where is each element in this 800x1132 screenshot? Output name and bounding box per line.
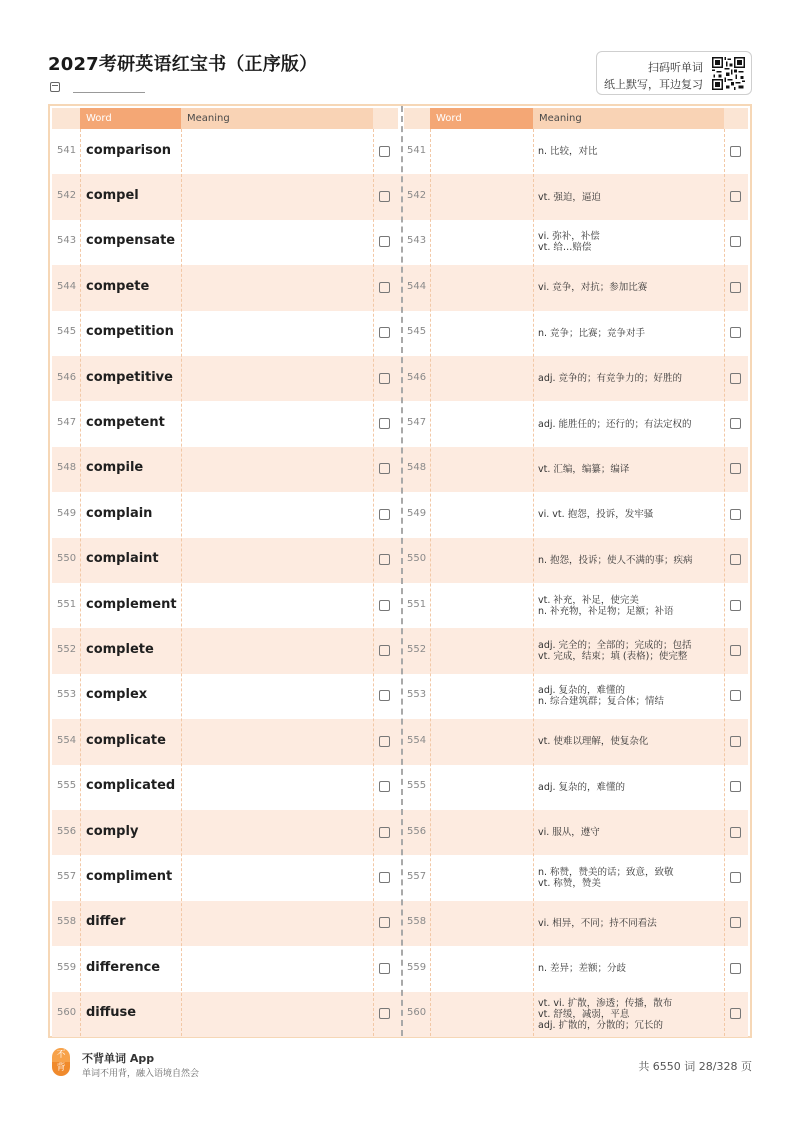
word-text: competitive bbox=[86, 369, 173, 385]
left-header-check bbox=[373, 108, 398, 129]
word-text: compliment bbox=[86, 869, 173, 885]
left-entry-number: 552 bbox=[57, 644, 77, 656]
right-entry-number: 555 bbox=[407, 780, 427, 792]
word-text: compensate bbox=[86, 233, 176, 249]
table-row bbox=[52, 447, 748, 492]
left-checkbox[interactable] bbox=[379, 917, 390, 928]
right-entry-number: 554 bbox=[407, 734, 427, 746]
left-check-rule bbox=[373, 129, 374, 1036]
app-logo-top: 不 bbox=[52, 1048, 70, 1062]
left-entry-number: 544 bbox=[57, 280, 77, 292]
left-header-meaning: Meaning bbox=[181, 108, 373, 129]
word-text: complicated bbox=[86, 778, 176, 794]
word-text: compel bbox=[86, 188, 139, 204]
meaning-text: n. 差异；差额；分歧 bbox=[538, 963, 627, 975]
right-table-header bbox=[404, 108, 748, 129]
right-header-num bbox=[404, 108, 430, 129]
meaning-text: adj. 竞争的；有竞争力的；好胜的 bbox=[538, 373, 683, 385]
left-checkbox[interactable] bbox=[379, 600, 390, 611]
meaning-text: adj. 复杂的，难懂的 n. 综合建筑群；复合体；情结 bbox=[538, 685, 665, 708]
word-text: complex bbox=[86, 687, 148, 703]
right-checkbox[interactable] bbox=[730, 781, 741, 792]
right-checkbox[interactable] bbox=[730, 554, 741, 565]
right-entry-number: 545 bbox=[407, 326, 427, 338]
table-row bbox=[52, 810, 748, 855]
left-entry-number: 559 bbox=[57, 961, 77, 973]
left-entry-number: 558 bbox=[57, 916, 77, 928]
right-entry-number: 557 bbox=[407, 871, 427, 883]
table-row bbox=[52, 583, 748, 628]
app-logo-bottom: 背 bbox=[52, 1062, 70, 1076]
left-checkbox[interactable] bbox=[379, 509, 390, 520]
right-checkbox[interactable] bbox=[730, 736, 741, 747]
meaning-text: n. 抱怨，投诉；使人不满的事；疾病 bbox=[538, 554, 693, 566]
right-checkbox[interactable] bbox=[730, 645, 741, 656]
page-title: 2027考研英语红宝书（正序版） bbox=[48, 54, 318, 75]
right-entry-number: 541 bbox=[407, 144, 427, 156]
left-entry-number: 541 bbox=[57, 144, 77, 156]
left-entry-number: 560 bbox=[57, 1007, 77, 1019]
right-entry-number: 559 bbox=[407, 961, 427, 973]
word-text: complain bbox=[86, 505, 153, 521]
table-row bbox=[52, 946, 748, 991]
app-slogan: 单词不用背，融入语境自然会 bbox=[82, 1069, 200, 1079]
right-checkbox[interactable] bbox=[730, 373, 741, 384]
right-entry-number: 547 bbox=[407, 417, 427, 429]
left-entry-number: 549 bbox=[57, 507, 77, 519]
qr-code-icon bbox=[712, 57, 745, 90]
word-text: complete bbox=[86, 642, 154, 658]
meaning-text: vi. 弥补，补偿 vt. 给…赔偿 bbox=[538, 231, 600, 254]
left-entry-number: 545 bbox=[57, 326, 77, 338]
word-text: complaint bbox=[86, 551, 159, 567]
meaning-text: vt. 汇编，编纂；编译 bbox=[538, 463, 630, 475]
left-checkbox[interactable] bbox=[379, 146, 390, 157]
left-entry-number: 543 bbox=[57, 235, 77, 247]
left-checkbox[interactable] bbox=[379, 827, 390, 838]
right-checkbox[interactable] bbox=[730, 917, 741, 928]
right-checkbox[interactable] bbox=[730, 418, 741, 429]
right-checkbox[interactable] bbox=[730, 191, 741, 202]
table-row bbox=[52, 719, 748, 764]
right-checkbox[interactable] bbox=[730, 282, 741, 293]
meaning-text: adj. 完全的；全部的；完成的；包括 vt. 完成，结束；填 (表格)；使完整 bbox=[538, 640, 692, 663]
right-entry-number: 558 bbox=[407, 916, 427, 928]
vocabulary-sheet bbox=[48, 104, 752, 1038]
word-text: comparison bbox=[86, 142, 172, 158]
meaning-text: vt. vi. 扩散，渗透；传播，散布 vt. 舒缓，减弱，平息 adj. 扩散的，分散的；冗长的 bbox=[538, 997, 673, 1031]
right-checkbox[interactable] bbox=[730, 600, 741, 611]
left-meaning-rule bbox=[181, 129, 182, 1036]
calendar-icon bbox=[50, 82, 60, 92]
left-entry-number: 548 bbox=[57, 462, 77, 474]
date-field bbox=[50, 80, 150, 94]
left-checkbox[interactable] bbox=[379, 690, 390, 701]
right-checkbox[interactable] bbox=[730, 146, 741, 157]
left-entry-number: 550 bbox=[57, 553, 77, 565]
meaning-text: n. 竞争；比赛；竞争对手 bbox=[538, 327, 646, 339]
table-row bbox=[52, 765, 748, 810]
right-checkbox[interactable] bbox=[730, 509, 741, 520]
left-checkbox[interactable] bbox=[379, 373, 390, 384]
meaning-text: vi. 竞争，对抗；参加比赛 bbox=[538, 282, 648, 294]
right-checkbox[interactable] bbox=[730, 963, 741, 974]
meaning-text: n. 比较，对比 bbox=[538, 146, 598, 158]
right-entry-number: 548 bbox=[407, 462, 427, 474]
app-name: 不背单词 App bbox=[82, 1052, 155, 1065]
app-logo bbox=[50, 1048, 72, 1078]
table-row bbox=[52, 401, 748, 446]
table-row bbox=[52, 538, 748, 583]
left-entry-number: 556 bbox=[57, 825, 77, 837]
table-row bbox=[52, 265, 748, 310]
table-row bbox=[52, 356, 748, 401]
right-entry-number: 556 bbox=[407, 825, 427, 837]
right-header-check bbox=[724, 108, 748, 129]
left-checkbox[interactable] bbox=[379, 282, 390, 293]
meaning-text: n. 称赞，赞美的话；致意，致敬 vt. 称赞，赞美 bbox=[538, 867, 674, 890]
word-text: comply bbox=[86, 823, 139, 839]
left-checkbox[interactable] bbox=[379, 191, 390, 202]
meaning-text: adj. 能胜任的；还行的；有法定权的 bbox=[538, 418, 692, 430]
left-checkbox[interactable] bbox=[379, 463, 390, 474]
left-entry-number: 553 bbox=[57, 689, 77, 701]
left-entry-number: 555 bbox=[57, 780, 77, 792]
left-entry-number: 546 bbox=[57, 371, 77, 383]
word-text: compete bbox=[86, 278, 150, 294]
word-text: difference bbox=[86, 959, 161, 975]
left-entry-number: 542 bbox=[57, 190, 77, 202]
right-checkbox[interactable] bbox=[730, 327, 741, 338]
right-entry-number: 560 bbox=[407, 1007, 427, 1019]
right-check-rule bbox=[724, 129, 725, 1036]
left-checkbox[interactable] bbox=[379, 327, 390, 338]
right-meaning-rule bbox=[533, 129, 534, 1036]
word-text: differ bbox=[86, 914, 126, 930]
right-entry-number: 550 bbox=[407, 553, 427, 565]
right-entry-number: 542 bbox=[407, 190, 427, 202]
word-text: diffuse bbox=[86, 1005, 137, 1021]
meaning-text: vi. 相异，不同；持不同看法 bbox=[538, 917, 657, 929]
left-checkbox[interactable] bbox=[379, 781, 390, 792]
table-row bbox=[52, 674, 748, 719]
table-row bbox=[52, 129, 748, 174]
left-checkbox[interactable] bbox=[379, 554, 390, 565]
left-checkbox[interactable] bbox=[379, 872, 390, 883]
right-entry-number: 544 bbox=[407, 280, 427, 292]
right-entry-number: 553 bbox=[407, 689, 427, 701]
right-entry-number: 543 bbox=[407, 235, 427, 247]
word-text: competent bbox=[86, 415, 165, 431]
meaning-text: vt. 强迫，逼迫 bbox=[538, 191, 601, 203]
table-row bbox=[52, 174, 748, 219]
left-entry-number: 554 bbox=[57, 734, 77, 746]
left-header-word: Word bbox=[80, 108, 181, 129]
right-checkbox[interactable] bbox=[730, 1008, 741, 1019]
left-table-header bbox=[52, 108, 398, 129]
word-text: complement bbox=[86, 596, 177, 612]
left-checkbox[interactable] bbox=[379, 963, 390, 974]
left-checkbox[interactable] bbox=[379, 1008, 390, 1019]
word-text: complicate bbox=[86, 732, 166, 748]
left-word-rule bbox=[80, 129, 81, 1036]
right-checkbox[interactable] bbox=[730, 872, 741, 883]
left-entry-number: 551 bbox=[57, 598, 77, 610]
meaning-text: adj. 复杂的，难懂的 bbox=[538, 781, 626, 793]
qr-subcaption: 纸上默写，耳边复习 bbox=[604, 78, 703, 91]
right-entry-number: 551 bbox=[407, 598, 427, 610]
word-text: compile bbox=[86, 460, 144, 476]
right-checkbox[interactable] bbox=[730, 463, 741, 474]
table-row bbox=[52, 220, 748, 265]
table-row bbox=[52, 492, 748, 537]
meaning-text: vi. 服从，遵守 bbox=[538, 827, 600, 839]
right-entry-number: 549 bbox=[407, 507, 427, 519]
meaning-text: vi. vt. 抱怨，投诉，发牢骚 bbox=[538, 509, 654, 521]
table-row bbox=[52, 992, 748, 1037]
right-checkbox[interactable] bbox=[730, 690, 741, 701]
left-checkbox[interactable] bbox=[379, 736, 390, 747]
table-row bbox=[52, 855, 748, 900]
left-checkbox[interactable] bbox=[379, 418, 390, 429]
page-info: 共 6550 词 28/328 页 bbox=[638, 1060, 752, 1073]
right-entry-number: 546 bbox=[407, 371, 427, 383]
right-header-meaning: Meaning bbox=[533, 108, 724, 129]
date-blank-line bbox=[73, 92, 145, 93]
left-checkbox[interactable] bbox=[379, 645, 390, 656]
left-header-num bbox=[52, 108, 80, 129]
table-row bbox=[52, 628, 748, 673]
left-entry-number: 557 bbox=[57, 871, 77, 883]
right-checkbox[interactable] bbox=[730, 827, 741, 838]
table-row bbox=[52, 901, 748, 946]
right-checkbox[interactable] bbox=[730, 236, 741, 247]
table-row bbox=[52, 311, 748, 356]
word-text: competition bbox=[86, 324, 174, 340]
qr-card bbox=[596, 51, 752, 95]
qr-caption: 扫码听单词 bbox=[648, 61, 703, 74]
fold-divider bbox=[401, 106, 403, 1036]
right-header-word: Word bbox=[430, 108, 533, 129]
meaning-text: vt. 使难以理解，使复杂化 bbox=[538, 736, 649, 748]
left-checkbox[interactable] bbox=[379, 236, 390, 247]
right-word-rule bbox=[430, 129, 431, 1036]
meaning-text: vt. 补充，补足，使完美 n. 补充物，补足物；足额；补语 bbox=[538, 594, 674, 617]
right-entry-number: 552 bbox=[407, 644, 427, 656]
left-entry-number: 547 bbox=[57, 417, 77, 429]
